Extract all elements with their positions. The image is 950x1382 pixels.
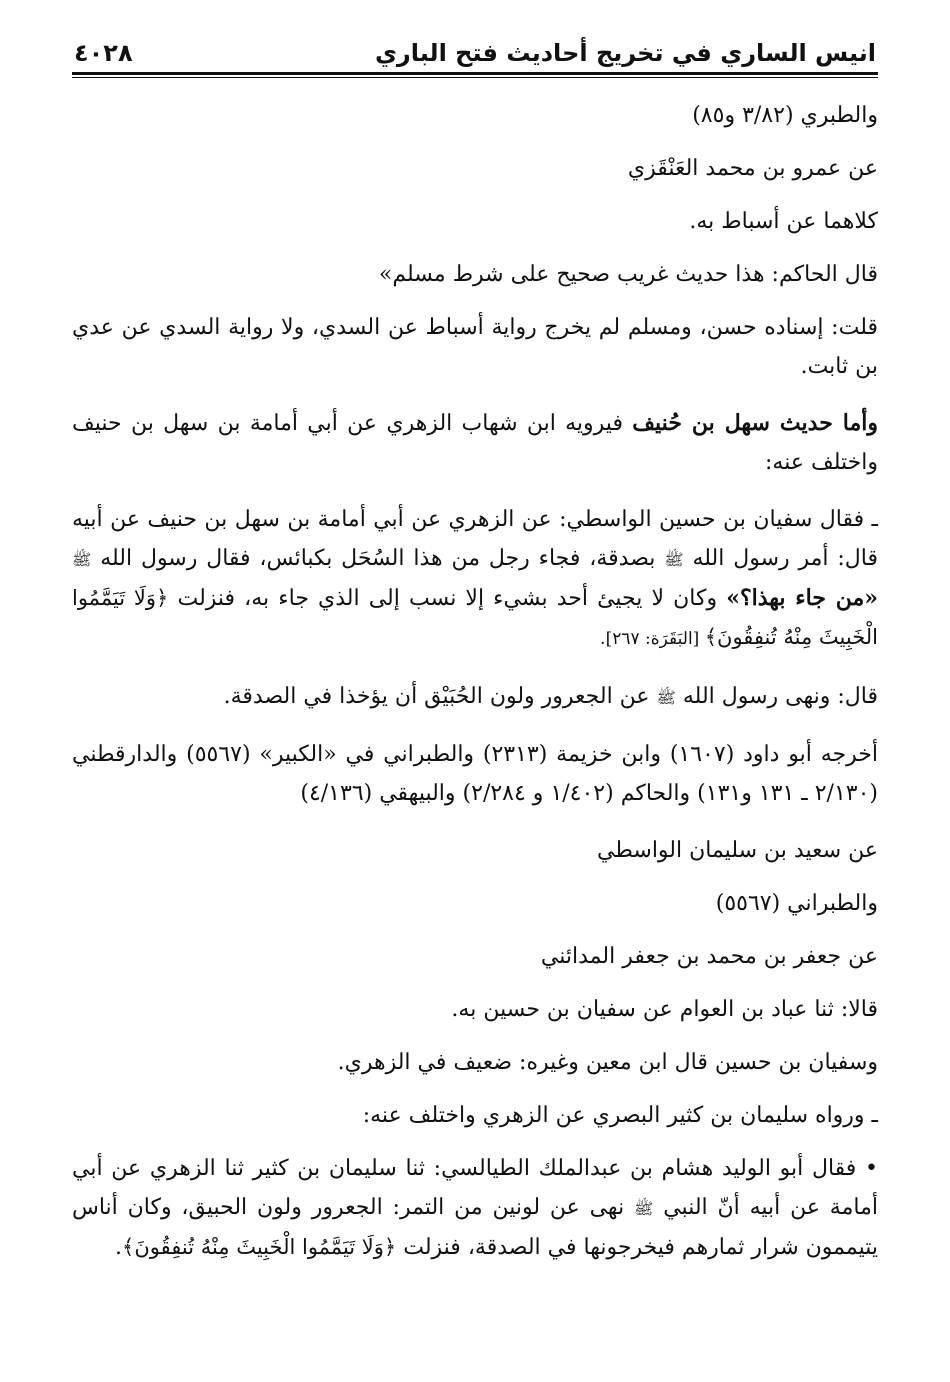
paragraph-12: عن جعفر بن محمد بن جعفر المدائني [540,944,878,970]
hadith-quote: «من جاء بهذا؟» [726,585,878,612]
paragraph-2: عن عمرو بن محمد العَنْقَزي [627,156,878,182]
paragraph-10: عن سعيد بن سليمان الواسطي [597,838,878,864]
paragraph-7 [72,500,878,659]
honorific-1: ﷺ [664,550,684,570]
verse-reference: [البَقَرَة: ٢٦٧]. [600,629,705,650]
paragraph-4: قال الحاكم: هذا حديث غريب صحيح على شرط مسلم» [378,262,878,288]
paragraph-13: قالا: ثنا عباد بن العوام عن سفيان بن حسين به. [451,997,878,1023]
paragraph-16 [72,1149,878,1267]
section-heading-sahl: وأما حديث سهل بن حُنيف [632,410,878,437]
paragraph-14: وسفيان بن حسين قال ابن معين وغيره: ضعيف في الزهري. [337,1050,878,1076]
running-title: انيس الساري في تخريج أحاديث فتح الباري [374,39,876,67]
paragraph-1: والطبري (٣/٨٢ و٨٥) [692,103,878,129]
paragraph-8-text-a: قال: ونهى رسول الله [682,684,878,710]
page-body [72,96,878,1267]
paragraph-7-text-b: بصدقة، فجاء رجل من هذا السُحَل بكبائس، فقال رسول الله [100,546,665,572]
paragraph-16-end: . [115,1235,123,1261]
paragraph-3: كلاهما عن أسباط به. [689,209,878,235]
paragraph-5: قلت: إسناده حسن، ومسلم لم يخرج رواية أسباط عن السدي، ولا رواية السدي عن عدي بن ثابت. [72,315,878,380]
paragraph-7-text-c: وكان لا يجيئ أحد بشيء إلا نسب إلى الذي جاء به، فنزلت [168,586,727,612]
paragraph-8-text-b: عن الجعرور ولون الحُبَيْق أن يؤخذا في الصدقة. [223,684,657,710]
paragraph-16-text-a: • فقال أبو الوليد هشام بن عبدالملك الطيالسي: ثنا سليمان بن كثير ثنا الزهري عن أبي أمامة عن أبيه أنّ النبي [72,1156,878,1221]
header-rule-thin [72,77,878,78]
paragraph-8 [72,677,878,717]
paragraph-9: أخرجه أبو داود (١٦٠٧) وابن خزيمة (٢٣١٣) والطبراني في «الكبير» (٥٥٦٧) والدارقطني (٢/١٣٠ ـ ١٣١ و١٣١) والحاكم (١/٤٠٢ و ٢/٢٨٤) والبيهقي (٤/١٣٦) [72,742,878,807]
paragraph-15: ـ ورواه سليمان بن كثير البصري عن الزهري واختلف عنه: [362,1103,878,1129]
paragraph-16-text-b: نهى عن لونين من التمر: الجعرور ولون الحبيق، وكان أناس يتيممون شرار ثمارهم فيخرجونها في الصدقة، فنزلت [72,1195,878,1261]
quran-verse-2: ﴿وَلَا تَيَمَّمُوا الْخَبِيثَ مِنْهُ تُنفِقُونَ﴾ [122,1235,397,1260]
paragraph-11: والطبراني (٥٥٦٧) [715,891,878,917]
page-header [72,40,878,72]
paragraph-6-text: فيرويه ابن شهاب الزهري عن أبي أمامة بن سهل بن حنيف واختلف عنه: [72,411,878,476]
honorific-4: ﷺ [634,1199,654,1219]
honorific-2: ﷺ [72,550,92,570]
page-number: ٤٠٢٨ [74,39,133,67]
quran-verse-1: ﴿وَلَا تَيَمَّمُوا الْخَبِيثَ مِنْهُ تُنفِقُونَ﴾ [72,586,878,650]
paragraph-6 [72,404,878,482]
header-rule-thick [72,72,878,75]
paragraph-7-text-a: ـ فقال سفيان بن حسين الواسطي: عن الزهري عن أبي أمامة بن سهل بن حنيف عن أبيه قال: أمر رسول الله [72,507,879,572]
honorific-3: ﷺ [656,688,676,708]
